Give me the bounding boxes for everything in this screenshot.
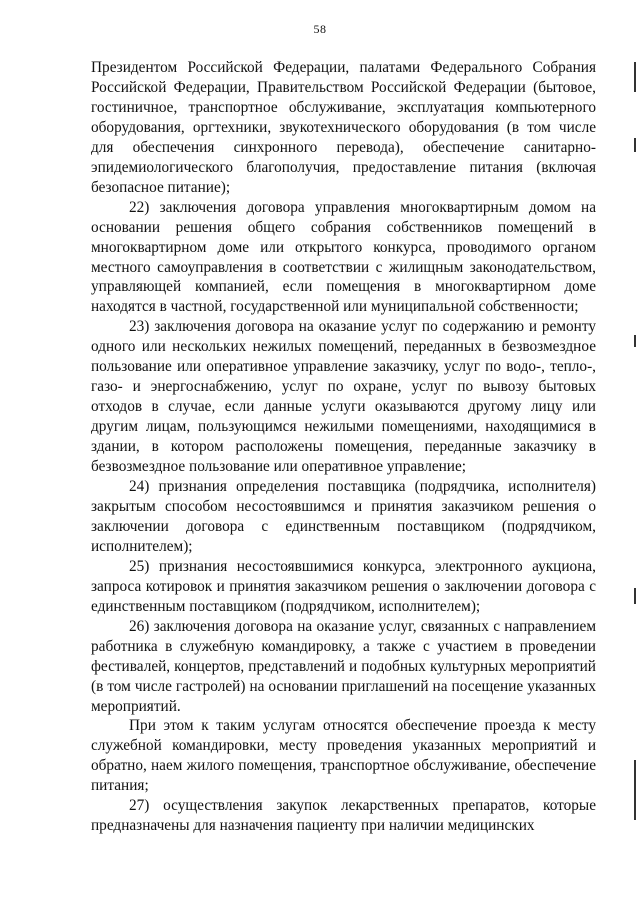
paragraph-item-23: 23) заключения договора на оказание услуг по содержанию и ремонту одного или нескольких нежилых помещений, переданных в безвозмездное пользование или оперативное управление заказчику, услуг по водо-, тепло-, газо- и энергоснабжению, услуг по охране, услуг по вывозу бытовых отходов в случае, если данные услуги оказываются другому лицу или другим лицам, пользующимся нежилыми помещениями, находящимися в здании, в котором расположены помещения, переданные заказчику в безвозмездное пользование или оперативное управление; xyxy=(91,318,596,476)
document-body xyxy=(91,58,596,836)
scan-edge-mark xyxy=(634,335,636,347)
paragraph-item-26-note: При этом к таким услугам относятся обеспечение проезда к месту служебной командировки, месту проведения указанных мероприятий и обратно, наем жилого помещения, транспортное обслуживание, обеспечение питания; xyxy=(91,717,596,795)
paragraph-item-27: 27) осуществления закупок лекарственных препаратов, которые предназначены для назначения пациенту при наличии медицинских xyxy=(91,797,596,835)
paragraph-item-22: 22) заключения договора управления многоквартирным домом на основании решения общего собрания собственников помещений в многоквартирном доме или открытого конкурса, проводимого органом местного самоуправления в соответствии с жилищным законодательством, управляющей компанией, если помещения в многоквартирном доме находятся в частной, государственной или муниципальной собственности; xyxy=(91,198,596,316)
scan-edge-mark xyxy=(634,760,636,820)
paragraph-item-25: 25) признания несостоявшимися конкурса, электронного аукциона, запроса котировок и принятия заказчиком решения о заключении договора с единственным поставщиком (подрядчиком, исполнителем); xyxy=(91,557,596,615)
paragraph-continuation: Президентом Российской Федерации, палатами Федерального Собрания Российской Федерации, Правительством Российской Федерации (бытовое, гостиничное, транспортное обслуживание, эксплуатация компьютерного оборудования, оргтехники, звукотехнического оборудования (в том числе для обеспечения синхронного перевода), обеспечение санитарно-эпидемиологического благополучия, предоставление питания (включая безопасное питание); xyxy=(91,59,596,196)
paragraph-item-26: 26) заключения договора на оказание услуг, связанных с направлением работника в служебную командировку, а также с участием в проведении фестивалей, концертов, представлений и подобных культурных мероприятий (в том числе гастролей) на основании приглашений на посещение указанных мероприятий. xyxy=(91,617,596,715)
scan-edge-mark xyxy=(634,62,636,92)
scan-edge-mark xyxy=(634,138,636,152)
page-number: 58 xyxy=(313,22,327,36)
paragraph-item-24: 24) признания определения поставщика (подрядчика, исполнителя) закрытым способом несостоявшимся и принятия заказчиком решения о заключении договора с единственным поставщиком (подрядчиком, исполнителем); xyxy=(91,478,596,555)
scan-edge-mark xyxy=(634,588,636,604)
